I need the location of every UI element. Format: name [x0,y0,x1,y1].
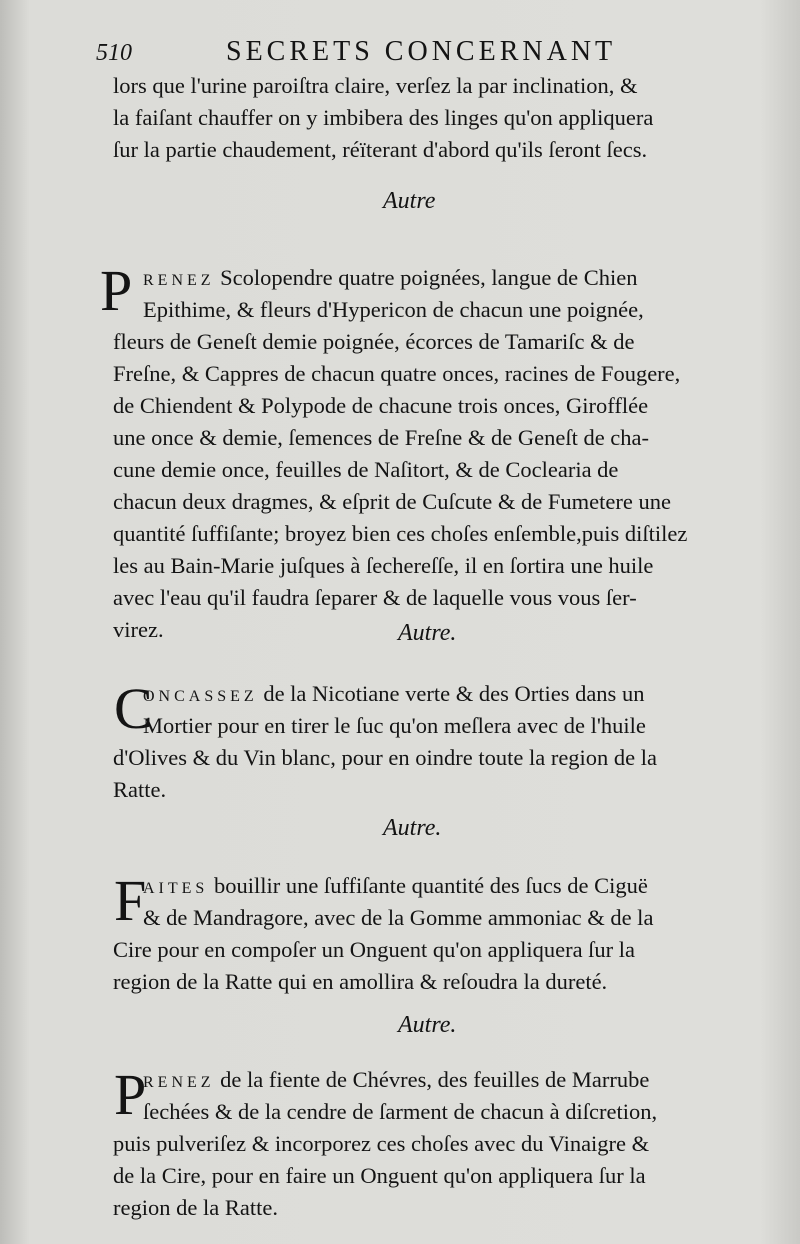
text-line: Cire pour en compoſer un Onguent qu'on appliquera ſur la [113,937,636,962]
first-word: RENEZ [143,1074,215,1091]
text-line: cune demie once, feuilles de Naſitort, & de Coclearia de [113,457,619,482]
text-span: de la fiente de Chévres, des feuilles de Marrube [220,1067,650,1092]
text-line: de la Cire, pour en faire un Onguent qu'on appliquera ſur la [113,1163,646,1188]
continued-paragraph [113,70,763,166]
recipe-paragraph [113,678,763,806]
text-line: puis pulveriſez & incorporez ces choſes avec du Vinaigre & [113,1131,650,1156]
text-line [113,678,763,710]
text-line: lors que l'urine paroiſtra claire, verſez la par inclination, & [113,73,638,98]
text-line: de Chiendent & Polypode de chacune trois onces, Girofflée [113,393,649,418]
section-heading: Autre [383,188,436,214]
drop-cap: F [114,868,147,933]
text-line: virez. [113,617,164,642]
text-line: la faiſant chauffer on y imbibera des linges qu'on appliquera [113,105,654,130]
drop-cap: P [100,258,133,323]
recipe-paragraph [113,262,763,646]
recipe-paragraph [113,870,763,998]
section-heading: Autre. [398,1012,457,1038]
recipe-paragraph [113,1064,763,1224]
text-line: region de la Ratte qui en amollira & reſoudra la dureté. [113,969,608,994]
text-span: de la Nicotiane verte & des Orties dans un [263,681,645,706]
text-line: Mortier pour en tirer le ſuc qu'on meſlera avec de l'huile [143,713,646,738]
text-line: region de la Ratte. [113,1195,278,1220]
text-line: Freſne, & Cappres de chacun quatre onces, racines de Fougere, [113,361,681,386]
text-line: une once & demie, ſemences de Freſne & de Geneſt de cha- [113,425,650,450]
section-heading: Autre. [383,815,442,841]
page-header [96,34,776,70]
text-line: fleurs de Geneſt demie poignée, écorces de Tamariſc & de [113,329,635,354]
section-heading: Autre. [398,620,457,646]
text-line: d'Olives & du Vin blanc, pour en oindre toute la region de la [113,745,658,770]
page-number: 510 [96,40,132,66]
text-span: bouillir une ſuffiſante quantité des ſucs de Ciguë [213,873,648,898]
text-line [113,262,763,294]
text-line: avec l'eau qu'il faudra ſeparer & de laquelle vous vous ſer- [113,585,637,610]
first-word: AITES [143,880,209,897]
text-line: chacun deux dragmes, & eſprit de Cuſcute & de Fumetere une [113,489,671,514]
first-word: ONCASSEZ [143,688,258,705]
text-line: ſechées & de la cendre de ſarment de chacun à diſcretion, [143,1099,658,1124]
text-line: les au Bain-Marie juſques à ſechereſſe, il en ſortira une huile [113,553,654,578]
drop-cap: P [114,1062,147,1127]
text-line: Ratte. [113,777,167,802]
text-line [113,870,763,902]
text-line [113,1064,763,1096]
first-word: RENEZ [143,272,215,289]
text-span: Scolopendre quatre poignées, langue de Chien [220,265,638,290]
drop-cap: C [114,676,153,741]
running-head: SECRETS CONCERNANT [226,36,617,67]
text-line: ſur la partie chaudement, réïterant d'abord qu'ils ſeront ſecs. [113,137,648,162]
text-line: & de Mandragore, avec de la Gomme ammoniac & de la [143,905,654,930]
text-line: quantité ſuffiſante; broyez bien ces choſes enſemble,puis diſtilez [113,521,688,546]
text-line: Epithime, & fleurs d'Hypericon de chacun une poignée, [143,297,644,322]
